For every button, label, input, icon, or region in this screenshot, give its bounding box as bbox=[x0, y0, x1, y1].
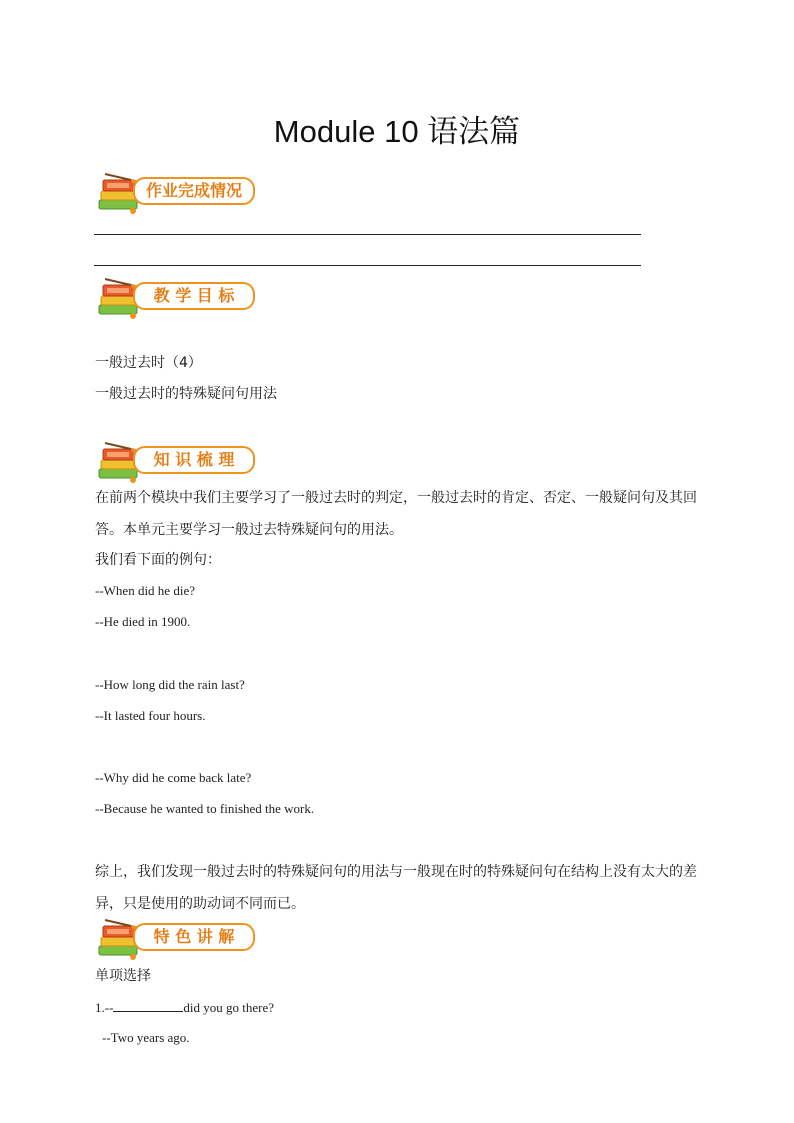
knowledge-intro: 在前两个模块中我们主要学习了一般过去时的判定，一般过去时的肯定、否定、一般疑问句及其回答。本单元主要学习一般过去特殊疑问句的用法。 bbox=[95, 490, 697, 538]
section-badge-homework bbox=[95, 170, 260, 216]
answer-line-1 bbox=[94, 234, 641, 235]
section-badge-features bbox=[95, 916, 260, 962]
example-answer-3: --Because he wanted to finished the work. bbox=[95, 801, 315, 816]
example-answer-2: --It lasted four hours. bbox=[95, 708, 206, 723]
section-label-homework: 作业完成情况 bbox=[133, 177, 255, 205]
question-1 bbox=[95, 998, 274, 1017]
example-question-2: --How long did the rain last? bbox=[95, 677, 245, 692]
example-answer-1: --He died in 1900. bbox=[95, 614, 191, 629]
question-1-text: did you go there? bbox=[183, 1000, 275, 1015]
objective-line-1: 一般过去时（4） bbox=[95, 355, 202, 371]
objective-line-2: 一般过去时的特殊疑问句用法 bbox=[95, 386, 277, 402]
answer-blank[interactable] bbox=[113, 998, 183, 1012]
knowledge-summary: 综上，我们发现一般过去时的特殊疑问句的用法与一般现在时的特殊疑问句在结构上没有太大的差异，只是使用的助动词不同而已。 bbox=[95, 864, 697, 912]
question-1-prefix: 1.-- bbox=[95, 1000, 114, 1015]
answer-line-2 bbox=[94, 265, 641, 266]
example-question-3: --Why did he come back late? bbox=[95, 770, 252, 785]
section-badge-knowledge bbox=[95, 439, 260, 485]
section-label-objectives: 教 学 目 标 bbox=[133, 282, 255, 310]
features-heading: 单项选择 bbox=[95, 968, 151, 984]
section-label-knowledge: 知 识 梳 理 bbox=[133, 446, 255, 474]
section-label-features: 特 色 讲 解 bbox=[133, 923, 255, 951]
example-question-1: --When did he die? bbox=[95, 583, 195, 598]
question-1-answer: --Two years ago. bbox=[102, 1030, 190, 1045]
page-title: Module 10 语法篇 bbox=[273, 114, 521, 149]
section-badge-objectives bbox=[95, 275, 260, 321]
knowledge-lead: 我们看下面的例句： bbox=[95, 552, 221, 568]
